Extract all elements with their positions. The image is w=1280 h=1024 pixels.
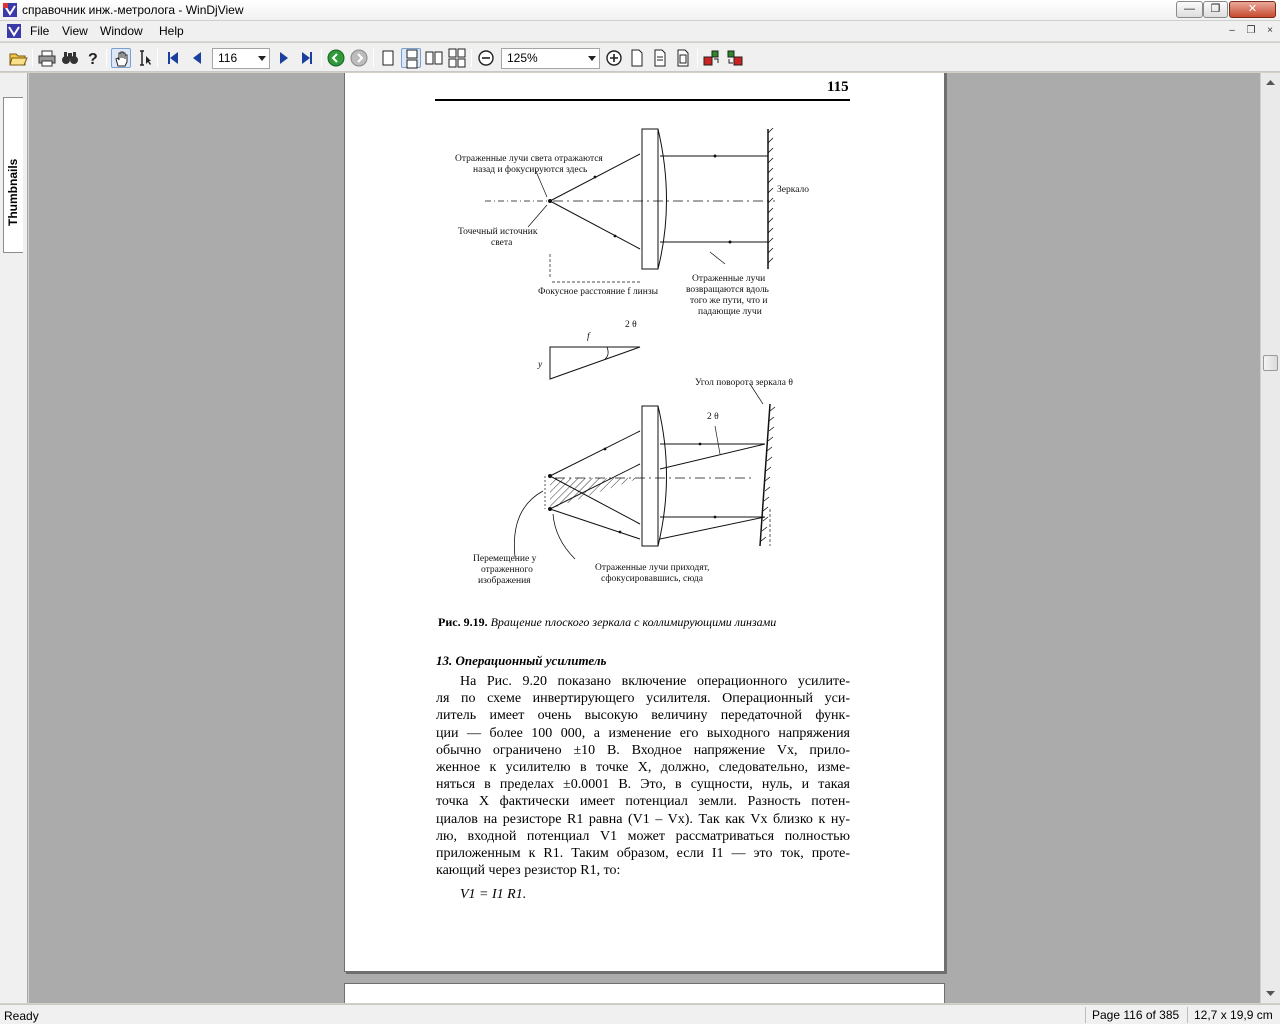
fit-page-icon [673,48,693,68]
arrow-right-icon [274,48,294,68]
go-back-button[interactable] [326,48,346,68]
body-paragraph [436,673,850,879]
continuous-facing-icon [447,48,467,68]
toolbar-separator [471,49,472,67]
window-title: справочник инж.-метролога - WinDjView [22,3,244,17]
maximize-button[interactable] [1203,1,1228,18]
forward-circle-icon [349,48,369,68]
label-reflected-back-2: назад и фокусируются здесь [473,165,588,175]
previous-page-button[interactable] [187,48,207,68]
caption-text: Вращение плоского зеркала с коллимирующими линзами [490,615,777,629]
label-mirror-angle: Угол поворота зеркала θ [695,378,793,388]
paragraph-line: литель имеет очень высокую величину передаточной функ- [436,708,850,724]
mdi-restore-button[interactable]: ❐ [1246,25,1256,36]
first-page-icon [163,48,183,68]
label-mirror: Зеркало [777,185,809,195]
scrollbar-thumb[interactable] [1263,355,1278,371]
binoculars-icon [60,48,80,68]
printer-icon [37,48,57,68]
zoom-in-button[interactable] [604,48,624,68]
fit-page-button[interactable] [673,48,693,68]
zoom-out-button[interactable] [476,48,496,68]
arrow-left-icon [187,48,207,68]
figure-caption [438,615,776,630]
minimize-button[interactable] [1176,1,1203,18]
formula: V1 = I1 R1. [460,887,527,902]
mdi-close-button[interactable]: × [1267,25,1273,36]
caption-label: Рис. 9.19. [438,615,488,629]
label-focal-length: Фокусное расстояние f линзы [538,287,658,297]
document-icon[interactable] [6,23,22,39]
label-f: f [587,332,590,342]
zoom-in-icon [604,48,624,68]
toolbar-separator [32,49,33,67]
label-focus-1: Отраженные лучи приходят, [595,563,710,573]
label-return-4: падающие лучи [698,307,762,317]
label-shift-3: изображения [478,576,531,586]
label-return-2: возвращаются вдоль [686,285,769,295]
title-bar [0,0,1280,21]
first-page-button[interactable] [163,48,183,68]
rotate-right-icon [725,48,745,68]
paragraph-line: На Рис. 9.20 показано включение операционного усилите- [460,674,850,689]
page-number-combo[interactable] [212,48,270,69]
facing-pages-button[interactable] [424,48,444,68]
paragraph-line: няться в пределах ±0.0001 В. Это, в сущности, нуль, и такая [436,777,850,793]
angle-triangle [537,320,640,379]
next-page-button[interactable] [274,48,294,68]
label-reflected-back: Отраженные лучи света отражаются [455,154,603,164]
paragraph-line: лю, входной потенциал V1 может рассматриваться полностью [436,828,850,844]
last-page-button[interactable] [297,48,317,68]
toolbar [0,43,1280,72]
menu-help[interactable]: Help [159,24,184,38]
continuous-page-icon [402,49,422,69]
paragraph-line: женное к усилителю в точке X, должно, следовательно, изме- [436,759,850,775]
fit-width-button[interactable] [650,48,670,68]
close-icon: ✕ [1247,3,1258,15]
print-button[interactable] [37,48,57,68]
single-page-icon [378,48,398,68]
header-rule [435,99,850,101]
help-button[interactable] [83,48,103,68]
scroll-down-arrow-icon[interactable] [1263,986,1278,1001]
label-shift-1: Перемещение y [473,554,537,564]
document-view[interactable] [29,73,1260,1003]
paragraph-line: обычно ограничено ±10 В. Входное напряжение Vx, прило- [436,742,850,758]
tab-thumbnails-label: Thumbnails [6,158,20,226]
help-question-icon [83,48,103,68]
status-page-info: Page 116 of 385 [1085,1007,1183,1023]
toolbar-separator [373,49,374,67]
hand-tool-button[interactable] [111,48,131,68]
top-diagram [455,128,809,317]
document-page [344,73,945,972]
chevron-down-icon[interactable] [588,56,596,61]
maximize-icon: ❐ [1210,3,1221,15]
rotate-left-button[interactable] [702,48,722,68]
rotate-left-icon [702,48,722,68]
go-forward-button[interactable] [349,48,369,68]
toolbar-separator [697,49,698,67]
select-tool-button[interactable] [134,48,154,68]
find-button[interactable] [60,48,80,68]
windjview-app-icon[interactable] [2,2,18,18]
text-select-icon [134,48,154,68]
bottom-diagram [473,378,793,586]
minimize-icon: — [1184,3,1195,15]
paragraph-line: приложенным к R1. Таким образом, если I1 — это ток, проте- [436,845,850,861]
section-heading: 13. Операционный усилитель [436,653,607,668]
label-return-3: того же пути, что и [690,296,768,306]
paragraph-line: ля по схеме инвертирующего усилителя. Операционный уси- [436,691,850,707]
status-bar [0,1004,1280,1024]
menu-view[interactable]: View [62,24,88,38]
fit-width-icon [650,48,670,68]
single-page-button[interactable] [378,48,398,68]
vertical-scrollbar[interactable] [1260,73,1280,1003]
label-shift-2: отраженного [481,565,533,575]
close-button[interactable] [1229,1,1276,18]
svg-text:?: ? [88,51,98,68]
label-point-source-2: света [491,238,513,248]
zoom-value: 125% [507,51,538,65]
scroll-up-arrow-icon[interactable] [1263,75,1278,90]
rotate-right-button[interactable] [725,48,745,68]
menu-file[interactable]: File [30,24,50,38]
mdi-minimize-button[interactable]: – [1229,25,1235,36]
continuous-facing-button[interactable] [447,48,467,68]
zoom-out-icon [476,48,496,68]
paragraph-line: кающий через резистор R1, то: [436,863,621,879]
toolbar-separator [321,49,322,67]
menu-window[interactable]: Window [100,24,143,38]
label-y: y [538,360,543,370]
back-circle-icon [326,48,346,68]
facing-pages-icon [424,48,444,68]
figure-mirror-rotation [435,119,855,609]
toolbar-separator [157,49,158,67]
label-2theta-big: 2 θ [707,412,719,422]
paragraph-line: циалов на резисторе R1 равна (V1 – Vx). Так как Vx близко к ну- [436,811,850,827]
paragraph-line: ции — более 100 000, а изменение его выходного напряжения [436,725,850,741]
chevron-down-icon[interactable] [258,56,266,61]
label-point-source: Точечный источник [458,227,538,237]
status-page-size: 12,7 x 19,9 cm [1187,1007,1279,1023]
open-folder-icon [8,48,28,68]
continuous-page-button[interactable] [401,48,421,68]
label-return-1: Отраженные лучи [692,274,766,284]
hand-icon [112,49,132,69]
label-focus-2: сфокусировавшись, сюда [601,574,703,584]
actual-size-button[interactable] [627,48,647,68]
paragraph-line: точка X фактически имеет потенциал земли. Разность потен- [436,794,850,810]
sidebar [0,73,28,1003]
tab-thumbnails[interactable] [3,97,23,253]
status-ready: Ready [4,1009,39,1023]
toolbar-separator [106,49,107,67]
zoom-combo[interactable] [501,48,600,69]
actual-size-icon [627,48,647,68]
menu-bar [0,21,1280,42]
next-document-page [344,983,945,1003]
page-number-value: 116 [218,51,238,65]
open-button[interactable] [8,48,28,68]
printed-page-number: 115 [827,79,849,95]
last-page-icon [297,48,317,68]
label-2theta-small: 2 θ [625,320,637,330]
